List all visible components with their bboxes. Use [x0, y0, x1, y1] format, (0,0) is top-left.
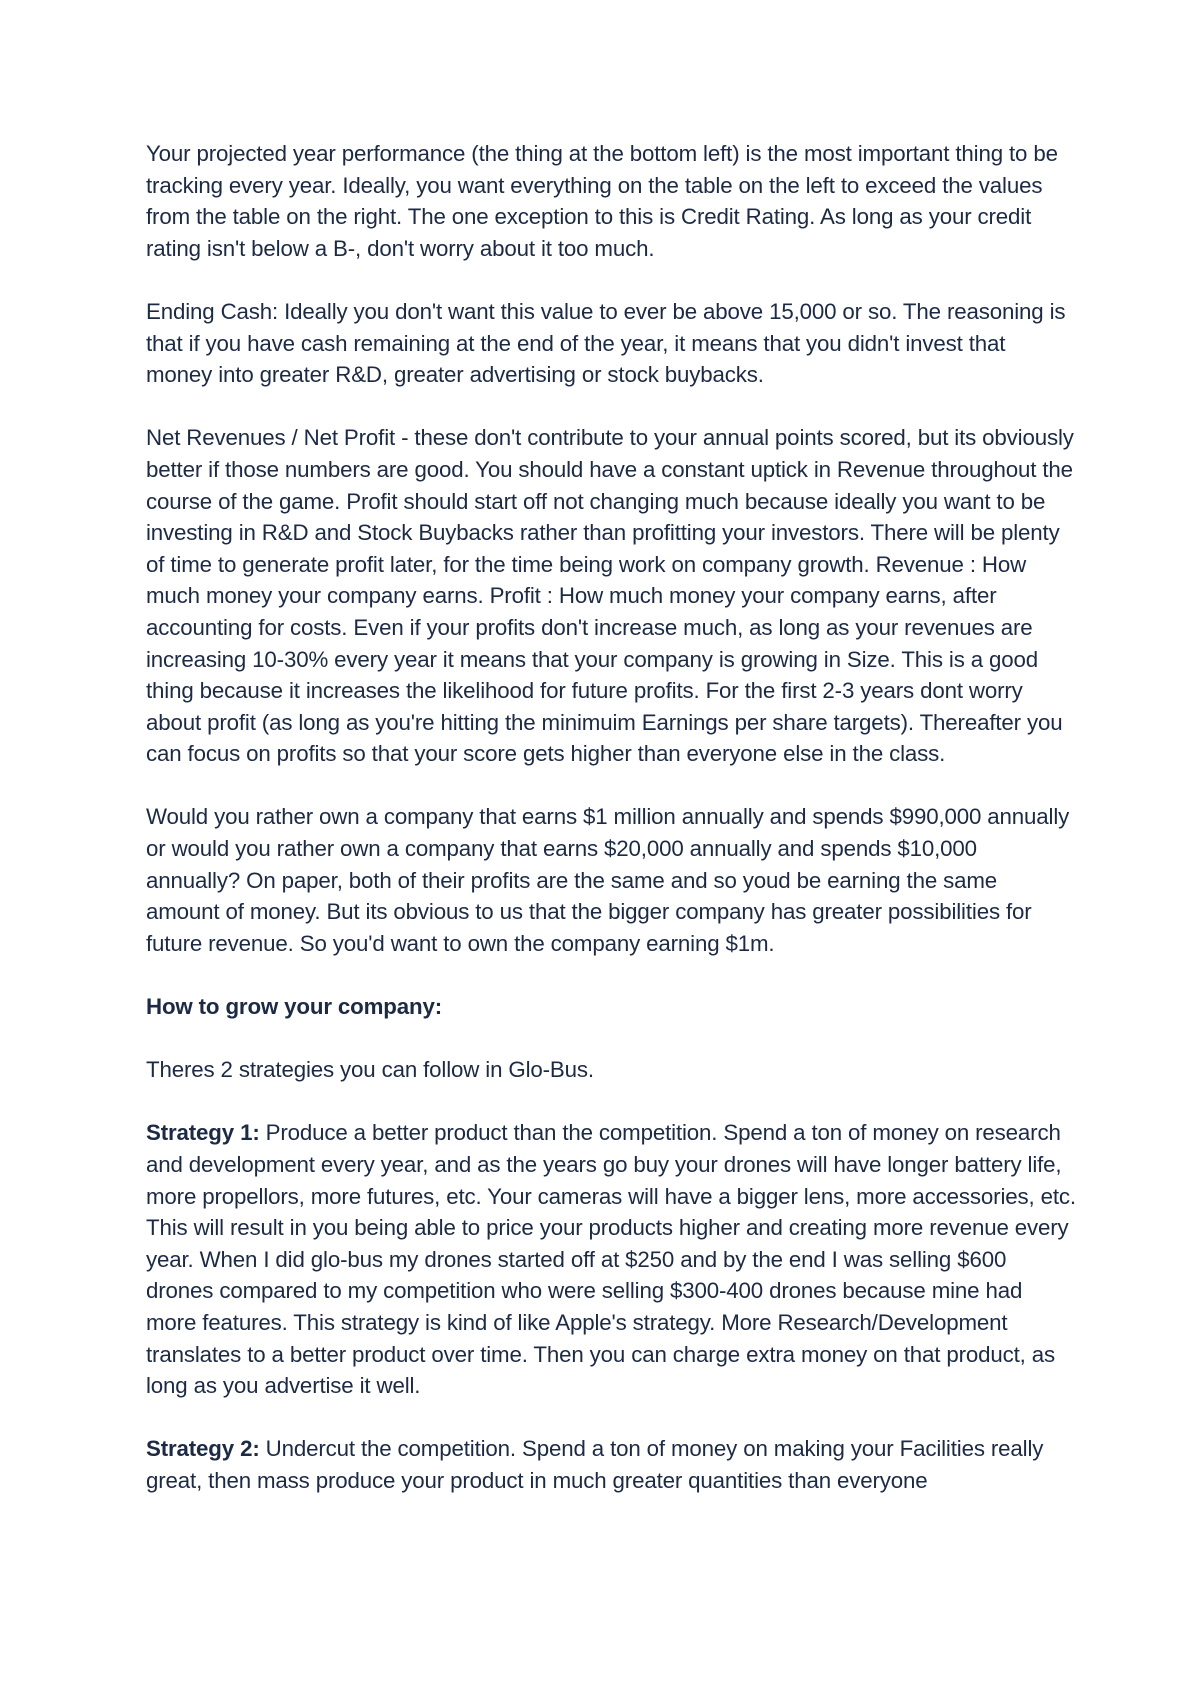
paragraph-strategy-1 [146, 1117, 1076, 1401]
paragraph-company-comparison: Would you rather own a company that earns $1 million annually and spends $990,000 annually or would you rather own a company that earns $20,000 annually and spends $10,000 annually? On paper, both of their profits are the same and so youd be earning the same amount of money. But its obvious to us that the bigger company has greater possibilities for future revenue. So you'd want to own the company earning $1m. [146, 804, 1070, 956]
paragraph-strategies-intro: Theres 2 strategies you can follow in Glo-Bus. [146, 1057, 594, 1083]
paragraph-strategy-2 [146, 1433, 1076, 1496]
paragraph-ending-cash: Ending Cash: Ideally you don't want this value to ever be above 15,000 or so. The reasoning is that if you have cash remaining at the end of the year, it means that you didn't invest that money into greater R&D, greater advertising or stock buybacks. [146, 298, 1066, 388]
paragraph-projected-performance: Your projected year performance (the thing at the bottom left) is the most important thing to be tracking every year. Ideally, you want everything on the table on the left to exceed the values from the table on the right. The one exception to this is Credit Rating. As long as your credit rating isn't below a B-, don't worry about it too much. [146, 141, 1058, 261]
paragraph-net-revenues-profit: Net Revenues / Net Profit - these don't contribute to your annual points scored, but its obviously better if those numbers are good. You should have a constant uptick in Revenue throughout the course of the game. Profit should start off not changing much because ideally you want to be investing in R&D and Stock Buybacks rather than profitting your investors. There will be plenty of time to generate profit later, for the time being work on company growth. Revenue : How much money your company earns. Profit : How much money your company earns, after accounting for costs. Even if your profits don't increase much, as long as your revenues are increasing 10-30% every year it means that your company is growing in Size. This is a good thing because it increases the likelihood for future profits. For the first 2-3 years dont worry about profit (as long as you're hitting the minimuim Earnings per share targets). Thereafter you can focus on profits so that your score gets higher than everyone else in the class. [146, 425, 1074, 767]
strategy-1-label: Strategy 1: [146, 1120, 260, 1146]
strategy-2-text: Undercut the competition. Spend a ton of money on making your Facilities really great, then mass produce your product in much greater quantities than everyone [146, 1436, 1044, 1493]
strategy-2-label: Strategy 2: [146, 1436, 260, 1462]
strategy-1-text: Produce a better product than the competition. Spend a ton of money on research and development every year, and as the years go buy your drones will have longer battery life, more propellors, more futures, etc. Your cameras will have a bigger lens, more accessories, etc. This will result in you being able to price your products higher and creating more revenue every year. When I did glo-bus my drones started off at $250 and by the end I was selling $600 drones compared to my competition who were selling $300-400 drones because mine had more features. This strategy is kind of like Apple's strategy. More Research/Development translates to a better product over time. Then you can charge extra money on that product, as long as you advertise it well. [146, 1120, 1076, 1399]
document-page [146, 138, 1076, 1528]
section-heading-grow-company: How to grow your company: [146, 994, 443, 1020]
